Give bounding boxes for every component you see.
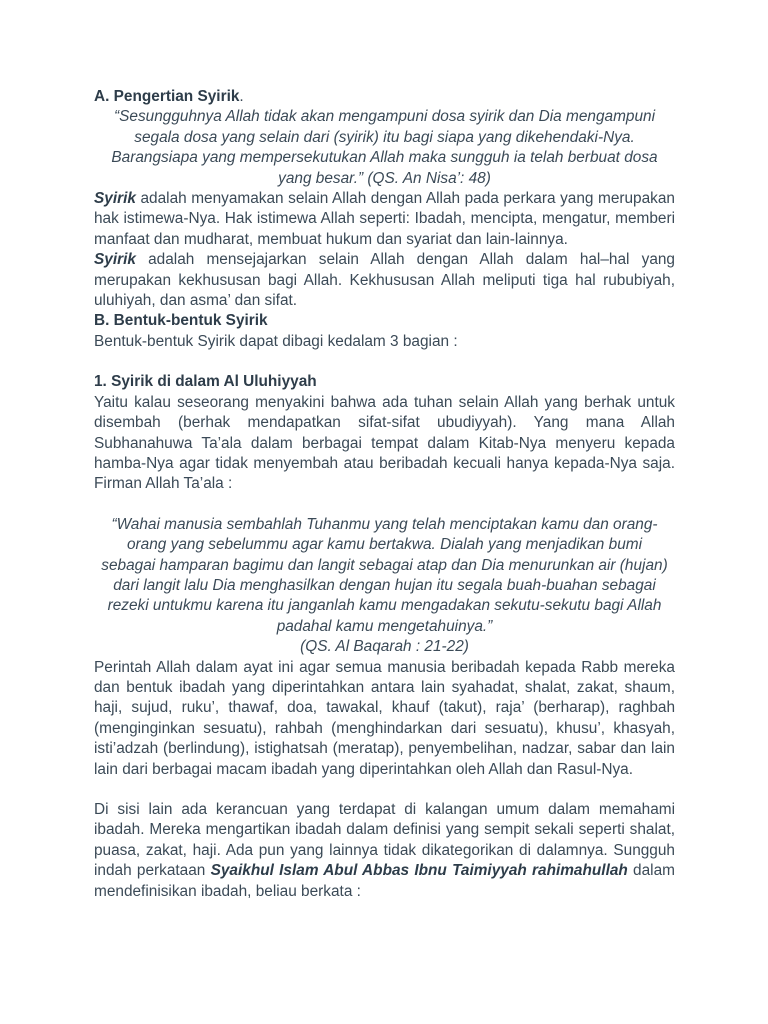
syirik-term-1: Syirik: [94, 190, 136, 208]
spacer: [94, 352, 675, 372]
syirik-definition-1-text: adalah menyamakan selain Allah dengan Allah pada perkara yang merupakan hak istimewa-Nya. Hak istimewa Allah seperti: Ibadah, mencipta, mengatur, memberi manfaat dan mudharat, membuat hukum dan syariat dan lain-lainnya.: [94, 190, 675, 248]
section-b-intro: Bentuk-bentuk Syirik dapat dibagi kedalam 3 bagian :: [94, 332, 458, 350]
section-a-heading-line: [94, 87, 675, 107]
section-a-heading-punct: .: [239, 88, 244, 105]
document-body: [94, 87, 675, 902]
syirik-definition-2: [94, 250, 675, 311]
section-1-heading: 1. Syirik di dalam Al Uluhiyyah: [94, 373, 317, 391]
section-b-heading: B. Bentuk-bentuk Syirik: [94, 312, 268, 330]
kerancuan-text: Di sisi lain ada kerancuan yang terdapat di kalangan umum dalam memahami ibadah. Mereka mengartikan ibadah dalam definisi yang sempit sekali seperti shalat, puasa, zakat, haji. Ada pun yang lainnya tidak dikategorikan di dalamnya. Sungguh indah perkataan: [94, 801, 675, 880]
syirik-definition-2-text: adalah mensejajarkan selain Allah dengan Allah dalam hal–hal yang merupakan kekhususan bagi Allah. Kekhususan Allah meliputi tiga hal rububiyah, uluhiyah, dan asma’ dan sifat.: [94, 251, 675, 310]
quote-an-nisa: “Sesungguhnya Allah tidak akan mengampuni dosa syirik dan Dia mengampuni segala dosa yang selain dari (syirik) itu bagi siapa yang dikehendaki-Nya. Barangsiapa yang mempersekutukan Allah maka sungguh ia telah berbuat dosa yang besar.” (QS. An Nisa’: 48): [111, 108, 658, 187]
kerancuan-end: dalam mendefinisikan ibadah, beliau berkata :: [94, 862, 675, 900]
spacer: [94, 495, 675, 515]
kerancuan-paragraph: [94, 800, 675, 902]
ibadah-paragraph: Perintah Allah dalam ayat ini agar semua manusia beribadah kepada Rabb mereka dan bentuk ibadah yang diperintahkan antara lain syahadat, shalat, zakat, shaum, haji, sujud, ruku’, thawaf, doa, tawakal, khauf (takut), raja’ (berharap), raghbah (menginginkan sesuatu), rahbah (menghindarkan dari sesuatu), khusu’, khasyah, isti’adzah (berlindung), istighatsah (meratap), penyembelihan, nadzar, sabar dan lain lain dari berbagai macam ibadah yang diperintahkan oleh Allah dan Rasul-Nya.: [94, 658, 675, 778]
spacer: [94, 780, 675, 800]
syirik-definition-1: [94, 189, 675, 250]
section-1-paragraph: Yaitu kalau seseorang menyakini bahwa ada tuhan selain Allah yang berhak untuk disembah (berhak mendapatkan sifat-sifat ubudiyyah). Yang mana Allah Subhanahuwa Ta’ala dalam berbagai tempat dalam Kitab-Nya menyeru kepada hamba-Nya agar tidak menyembah atau beribadah kecuali hanya kepada-Nya saja. Firman Allah Ta’ala :: [94, 393, 675, 493]
ibnu-taimiyyah-name: Syaikhul Islam Abul Abbas Ibnu Taimiyyah rahimahullah: [210, 862, 628, 880]
quote-al-baqarah-ref: (QS. Al Baqarah : 21-22): [300, 638, 469, 656]
syirik-term-2: Syirik: [94, 251, 136, 269]
section-a-heading: A. Pengertian Syirik: [94, 88, 240, 105]
quote-al-baqarah: “Wahai manusia sembahlah Tuhanmu yang telah menciptakan kamu dan orang-orang yang sebelummu agar kamu bertakwa. Dialah yang menjadikan bumi sebagai hamparan bagimu dan langit sebagai atap dan Dia menurunkan air (hujan) dari langit lalu Dia menghasilkan dengan hujan itu segala buah-buahan sebagai rezeki untukmu karena itu janganlah kamu mengadakan sekutu-sekutu bagi Allah padahal kamu mengetahuinya.”: [101, 515, 668, 635]
